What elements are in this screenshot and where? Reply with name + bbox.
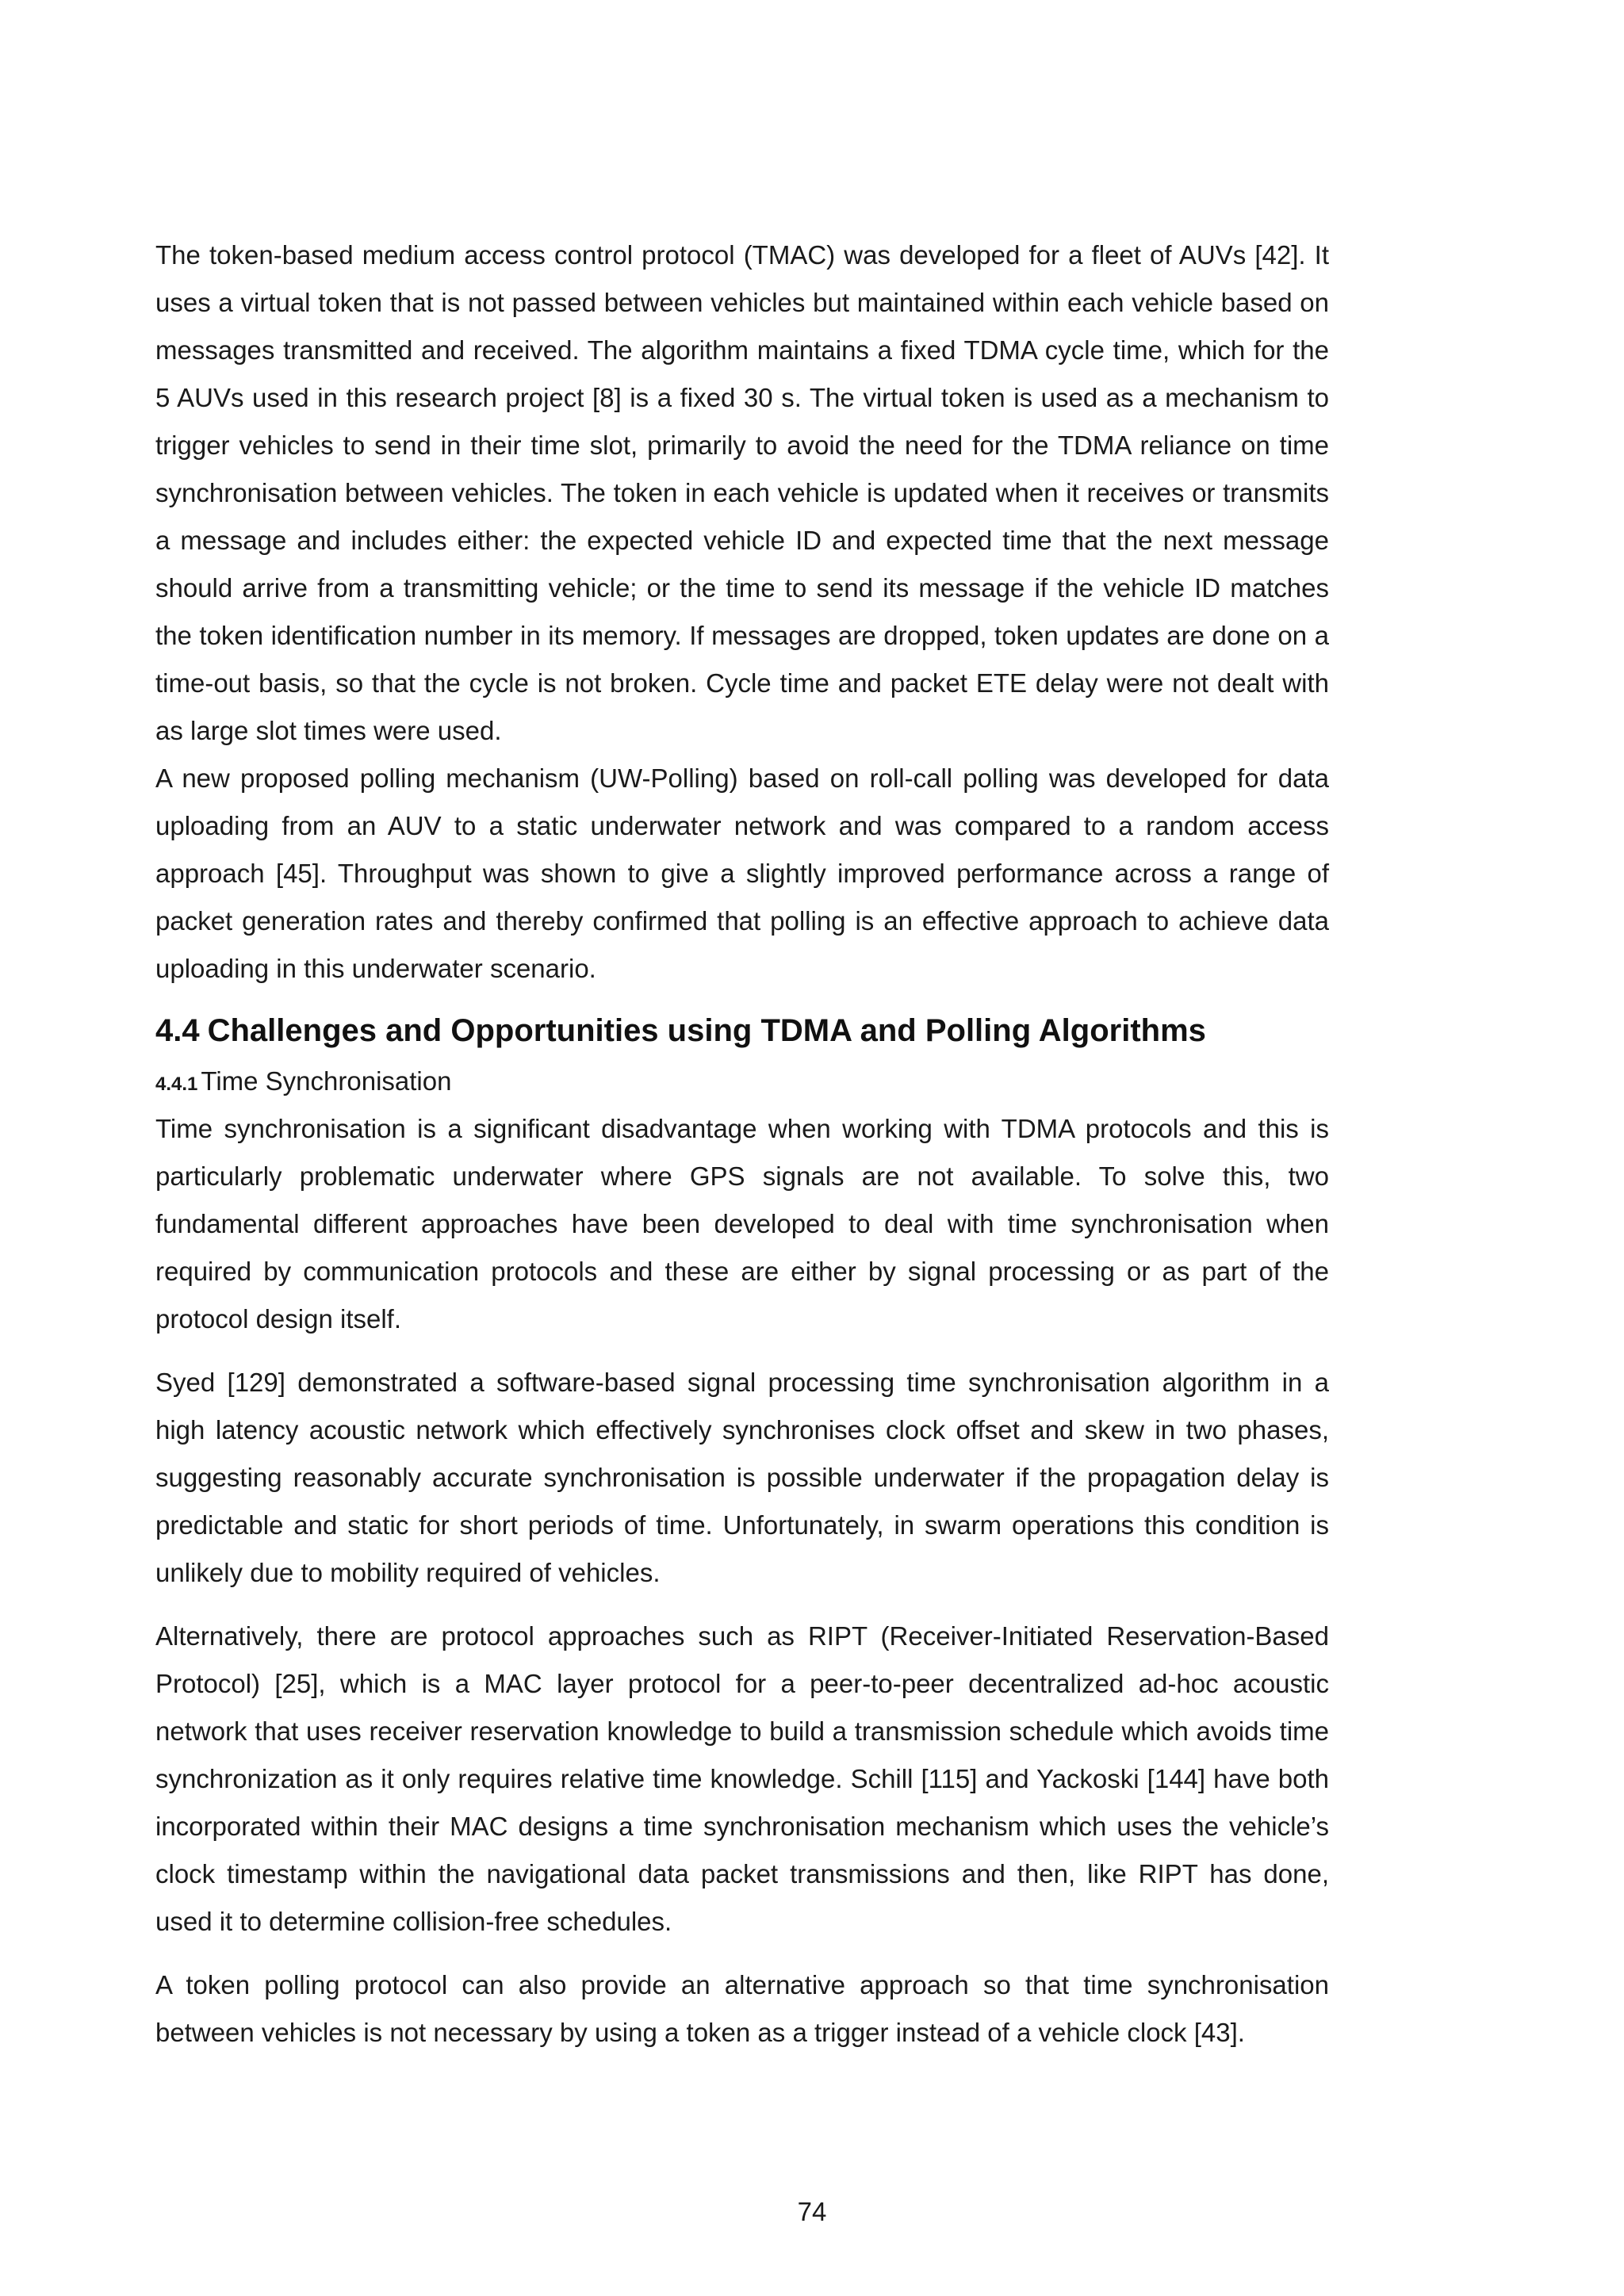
- subsection-title: Time Synchronisation: [201, 1066, 452, 1096]
- paragraph-time-sync-intro: Time synchronisation is a significant disadvantage when working with TDMA protocols and this is particularly problematic underwater where GPS signals are not available. To solve this, two fundamental different approaches have been developed to deal with time synchronisation when required by communication protocols and these are either by signal processing or as part of the protocol design itself.: [155, 1114, 1329, 1334]
- paragraph-ript: Alternatively, there are protocol approaches such as RIPT (Receiver-Initiated Reservation-Based Protocol) [25], which is a MAC layer protocol for a peer-to-peer decentralized ad-hoc acoustic network that uses receiver reservation knowledge to build a transmission schedule which avoids time synchronization as it only requires relative time knowledge. Schill [115] and Yackoski [144] have both incorporated within their MAC designs a time synchronisation mechanism which uses the vehicle’s clock timestamp within the navigational data packet transmissions and then, like RIPT has done, used it to determine collision-free schedules.: [155, 1621, 1329, 1936]
- paragraph-syed: Syed [129] demonstrated a software-based signal processing time synchronisation algorithm in a high latency acoustic network which effectively synchronises clock offset and skew in two phases, suggesting reasonably accurate synchronisation is possible underwater if the propagation delay is predictable and static for short periods of time. Unfortunately, in swarm operations this condition is unlikely due to mobility required of vehicles.: [155, 1368, 1329, 1587]
- subsection-number: 4.4.1: [155, 1073, 198, 1095]
- subsection-heading: [155, 1061, 1329, 1105]
- paragraph-token-polling: A token polling protocol can also provide an alternative approach so that time synchronisation between vehicles is not necessary by using a token as a trigger instead of a vehicle clock [43].: [155, 1970, 1329, 2047]
- paragraph-tmac: The token-based medium access control protocol (TMAC) was developed for a fleet of AUVs [42]. It uses a virtual token that is not passed between vehicles but maintained within each vehicle based on messages transmitted and received. The algorithm maintains a fixed TDMA cycle time, which for the 5 AUVs used in this research project [8] is a fixed 30 s. The virtual token is used as a mechanism to trigger vehicles to send in their time slot, primarily to avoid the need for the TDMA reliance on time synchronisation between vehicles. The token in each vehicle is updated when it receives or transmits a message and includes either: the expected vehicle ID and expected time that the next message should arrive from a transmitting vehicle; or the time to send its message if the vehicle ID matches the token identification number in its memory. If messages are dropped, token updates are done on a time-out basis, so that the cycle is not broken. Cycle time and packet ETE delay were not dealt with as large slot times were used.: [155, 240, 1329, 745]
- document-page: [155, 232, 1329, 2057]
- section-title: Challenges and Opportunities using TDMA and Polling Algorithms: [207, 1013, 1206, 1048]
- section-heading: [155, 1007, 1329, 1054]
- section-number: 4.4: [155, 1013, 200, 1048]
- paragraph-uw-polling: A new proposed polling mechanism (UW-Polling) based on roll-call polling was developed for data uploading from an AUV to a static underwater network and was compared to a random access approach [45]. Throughput was shown to give a slightly improved performance across a range of packet generation rates and thereby confirmed that polling is an effective approach to achieve data uploading in this underwater scenario.: [155, 763, 1329, 983]
- page-number: 74: [797, 2197, 827, 2226]
